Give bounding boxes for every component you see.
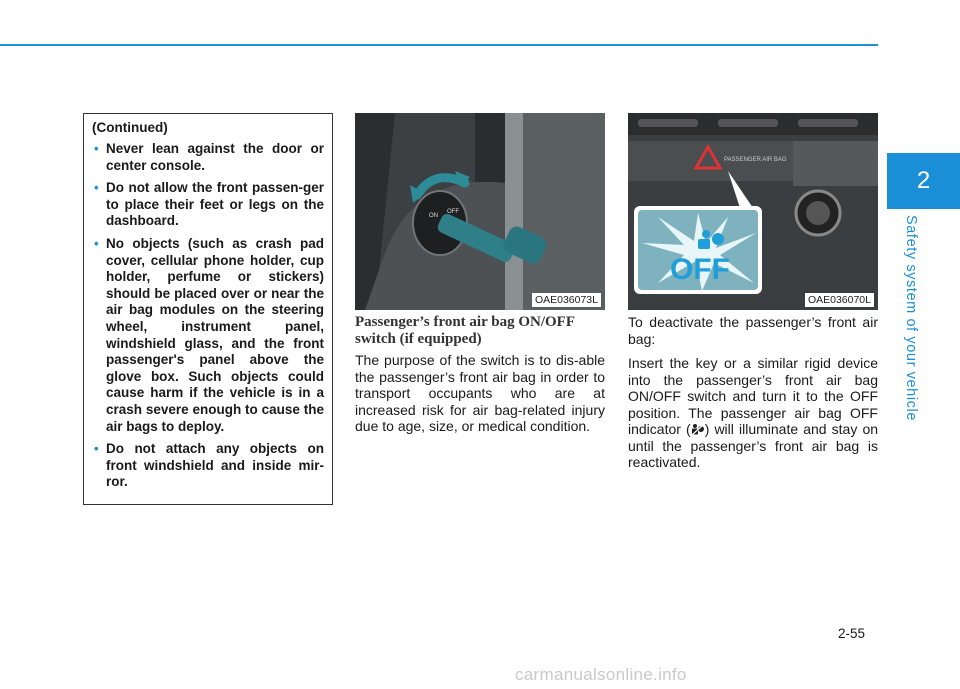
section-heading: Passenger’s front air bag ON/OFF switch (if equipped) <box>355 314 575 347</box>
section-paragraph: The purpose of the switch is to dis-able the passenger’s front air bag in order to transport occupants who are at increased risk for air bag-related injury due to age, size, or medical condition. <box>355 352 605 434</box>
bullet-icon: • <box>94 141 99 156</box>
deactivate-intro: To deactivate the passenger’s front air bag: <box>628 314 878 347</box>
bullet-icon: • <box>94 441 99 457</box>
off-indicator-text: OFF <box>670 253 730 286</box>
panel-label-text: PASSENGER AIR BAG <box>724 157 787 163</box>
watermark: carmanualsonline.info <box>515 665 687 684</box>
warning-item: • Do not allow the front passen-ger to place their feet or legs on the dashboard. <box>94 180 324 229</box>
dashboard-illustration <box>628 113 878 310</box>
chapter-number: 2 <box>916 167 931 194</box>
bullet-icon: • <box>94 235 99 251</box>
chapter-tab <box>887 153 960 209</box>
warning-continued: (Continued) <box>92 120 168 135</box>
chapter-side-title <box>897 215 927 465</box>
chapter-title: Safety system of your vehicle <box>903 215 919 421</box>
bullet-icon: • <box>94 180 99 196</box>
warning-item: • No objects (such as crash pad cover, cellular phone holder, cup holder, perfume or stickers) should be placed over or near the air bag modules on the steering wheel, instrument panel, windshield glass, and the front passenger's panel above the glove box. Such objects could cause harm if the vehicle is in a crash severe enough to cause the air bags to deploy. <box>94 235 324 434</box>
warning-item: • Never lean against the door or center console. <box>94 141 324 173</box>
figure-airbag-key-switch <box>355 113 605 310</box>
key-switch-illustration <box>355 113 605 310</box>
warning-item: • Do not attach any objects on front windshield and inside mir-ror. <box>94 441 324 490</box>
switch-on-text: ON <box>429 213 438 219</box>
page-number: 2-55 <box>838 626 866 641</box>
figure-code: OAE036070L <box>805 293 874 307</box>
deactivate-instructions: Insert the key or a similar rigid device into the passenger’s front air bag ON/OFF switch and turn it to the OFF position. The passenger air bag OFF indicator ( ) will illuminate and stay on until the passenger’s front air bag is reactivated. <box>628 355 879 470</box>
airbag-off-indicator-icon <box>691 423 705 436</box>
warning-box <box>83 113 333 505</box>
figure-code: OAE036073L <box>532 293 601 307</box>
figure-airbag-off-indicator <box>628 113 878 310</box>
warning-list <box>92 141 324 491</box>
switch-off-text: OFF <box>447 209 459 215</box>
header-rule <box>0 44 878 46</box>
